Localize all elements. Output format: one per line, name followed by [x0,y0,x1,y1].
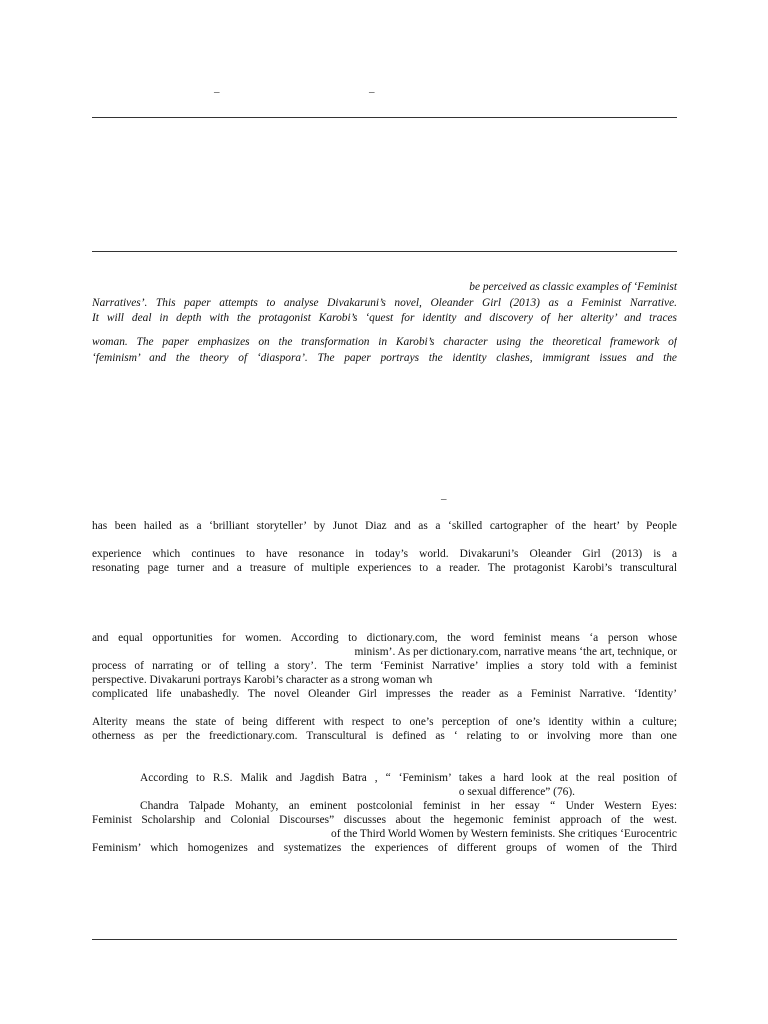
header-dash-right: – [369,86,375,98]
abstract-line: woman. The paper emphasizes on the transformation in Karobi’s character using the theoretical framework of [92,336,677,348]
body-line: Feminism’ which homogenizes and systematizes the experiences of different groups of women of the Third [92,842,677,854]
body-line: complicated life unabashedly. The novel Oleander Girl impresses the reader as a Feminist Narrative. ‘Identity’ [92,688,677,700]
abstract-line: It will deal in depth with the protagonist Karobi’s ‘quest for identity and discovery of her alterity’ and traces [92,312,677,324]
top-rule [92,117,677,118]
body-line: According to R.S. Malik and Jagdish Batra , “ ‘Feminism’ takes a hard look at the real position of [140,772,677,784]
body-line: Alterity means the state of being different with respect to one’s perception of one’s identity within a culture; [92,716,677,728]
body-line: experience which continues to have resonance in today’s world. Divakaruni’s Oleander Girl (2013) is a [92,548,677,560]
section-dash: – [441,493,447,505]
body-line: and equal opportunities for women. According to dictionary.com, the word feminist means ‘a person whose [92,632,677,644]
body-line: resonating page turner and a treasure of multiple experiences to a reader. The protagonist Karobi’s transcultural [92,562,677,574]
body-line: perspective. Divakaruni portrays Karobi’s character as a strong woman wh [92,674,433,686]
header-dash-left: – [214,86,220,98]
footer-rule [92,939,677,940]
body-line: Feminist Scholarship and Colonial Discourses” discusses about the hegemonic feminist approach of the west. [92,814,677,826]
body-line: has been hailed as a ‘brilliant storyteller’ by Junot Diaz and as a ‘skilled cartographer of the heart’ by People [92,520,677,532]
body-line: of the Third World Women by Western feminists. She critiques ‘Eurocentric [331,828,677,840]
body-line: minism’. As per dictionary.com, narrative means ‘the art, technique, or [354,646,677,658]
abstract-line: be perceived as classic examples of ‘Feminist [469,281,677,293]
abstract-line: Narratives’. This paper attempts to analyse Divakaruni’s novel, Oleander Girl (2013) as a Feminist Narrative. [92,297,677,309]
abstract-top-rule [92,251,677,252]
body-line: Chandra Talpade Mohanty, an eminent postcolonial feminist in her essay “ Under Western Eyes: [140,800,677,812]
abstract-line: ‘feminism’ and the theory of ‘diaspora’. The paper portrays the identity clashes, immigrant issues and the [92,352,677,364]
body-line: otherness as per the freedictionary.com. Transcultural is defined as ‘ relating to or involving more than one [92,730,677,742]
body-line: process of narrating or of telling a story’. The term ‘Feminist Narrative’ implies a story told with a feminist [92,660,677,672]
body-line: o sexual difference” (76). [458,786,575,798]
